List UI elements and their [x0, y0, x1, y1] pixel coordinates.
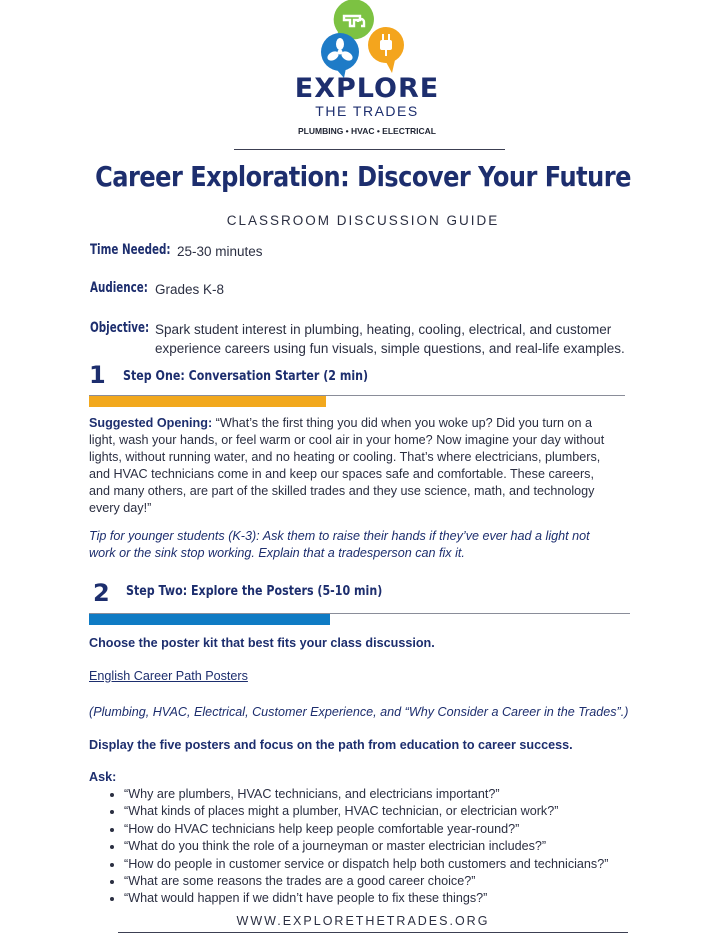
step-one-number: 1: [89, 361, 106, 389]
question-item: • “How do HVAC technicians help keep people comfortable year-round?”: [124, 821, 608, 838]
page-title: Career Exploration: Discover Your Future: [95, 160, 631, 193]
logo-tagline: PLUMBING • HVAC • ELECTRICAL: [297, 126, 437, 136]
tip-line-2: work or the sink stop working. Explain that a tradesperson can fix it.: [89, 546, 465, 560]
time-needed-label: Time Needed:: [90, 242, 171, 258]
step-two-title: Step Two: Explore the Posters (5-10 min): [126, 583, 383, 599]
logo-wordmark-trades: THE TRADES: [315, 103, 419, 119]
opening-line-3: lights, without running water, and no heating or cooling. That’s where electricians, plumbers,: [89, 450, 601, 464]
tip-line-1: Tip for younger students (K-3): Ask them to raise their hands if they’ve ever had a light not: [89, 529, 590, 543]
question-item: • “What do you think the role of a journeyman or master electrician includes?”: [124, 838, 608, 855]
younger-students-tip: [89, 528, 689, 562]
page-subtitle: CLASSROOM DISCUSSION GUIDE: [226, 213, 500, 228]
question-item: • “Why are plumbers, HVAC technicians, and electricians important?”: [124, 786, 608, 803]
opening-line-4: and HVAC technicians come in and keep our spaces safe and comfortable. These careers,: [89, 467, 594, 481]
opening-line-2: light, wash your hands, or feel warm or cool air in your home? Now imagine your day without: [89, 433, 605, 447]
audience-value: Grades K-8: [155, 282, 225, 297]
step-one-accent-bar: [89, 396, 326, 407]
footer-rule: [118, 932, 628, 933]
time-needed-value: 25-30 minutes: [177, 244, 263, 259]
question-item: • “What are some reasons the trades are a good career choice?”: [124, 873, 608, 890]
choose-poster-kit: Choose the poster kit that best fits your class discussion.: [89, 636, 435, 650]
english-career-path-posters-link[interactable]: English Career Path Posters: [89, 669, 248, 683]
objective-line-2: experience careers using fun visuals, simple questions, and real-life examples.: [155, 341, 625, 356]
fan-icon: [321, 33, 359, 78]
objective-label: Objective:: [90, 320, 150, 336]
logo-divider: [234, 149, 505, 150]
ask-questions-list: [100, 786, 608, 908]
explore-the-trades-logo: [282, 0, 452, 142]
step-two-accent-bar: [89, 614, 330, 625]
posters-note: (Plumbing, HVAC, Electrical, Customer Experience, and “Why Consider a Career in the Trades”.): [89, 705, 629, 719]
suggested-opening-label: Suggested Opening:: [89, 416, 213, 430]
footer-website[interactable]: WWW.EXPLORETHETRADES.ORG: [236, 914, 490, 928]
opening-line-1: “What’s the first thing you did when you woke up? Did you turn on a: [212, 416, 593, 430]
display-posters-instruction: Display the five posters and focus on the path from education to career success.: [89, 738, 573, 752]
ask-label: Ask:: [89, 770, 117, 784]
question-item: • “What would happen if we didn’t have people to fix these things?”: [124, 890, 608, 907]
step-one-title: Step One: Conversation Starter (2 min): [123, 368, 369, 384]
step-two-number: 2: [93, 579, 110, 607]
audience-label: Audience:: [90, 280, 148, 296]
plug-icon: [368, 27, 404, 73]
opening-line-6: every day!”: [89, 501, 152, 515]
question-item: • “What kinds of places might a plumber, HVAC technician, or electrician work?”: [124, 803, 608, 820]
objective-line-1: Spark student interest in plumbing, heating, cooling, electrical, and customer: [155, 322, 612, 337]
logo-wordmark-explore: EXPLORE: [294, 73, 440, 104]
suggested-opening: [89, 415, 689, 517]
opening-line-5: and many others, are part of the skilled trades and they use science, math, and technology: [89, 484, 595, 498]
question-item: • “How do people in customer service or dispatch help both customers and technicians?”: [124, 856, 608, 873]
